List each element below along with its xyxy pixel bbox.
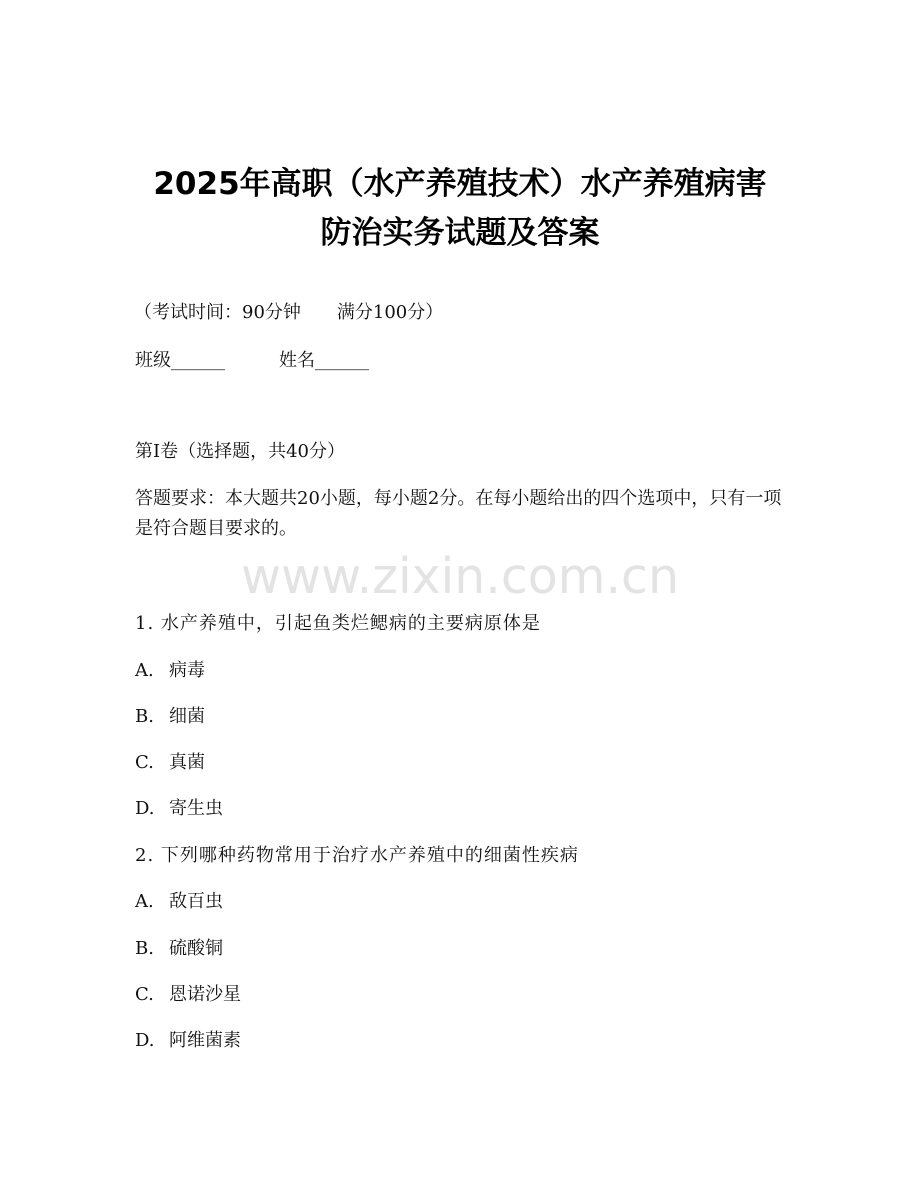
watermark: www.zixin.com.cn <box>240 548 680 605</box>
document-title-line-2: 防治实务试题及答案 <box>320 215 600 251</box>
question-1-option-c <box>135 752 205 774</box>
question-2-option-b <box>135 938 223 960</box>
option-label: B. <box>135 706 154 727</box>
question-2-option-a <box>135 891 223 913</box>
question-1-option-a <box>135 660 205 682</box>
question-2-option-d <box>135 1030 241 1052</box>
option-label: C. <box>135 752 154 773</box>
option-text: 敌百虫 <box>169 891 223 912</box>
exam-full-score: 满分100分） <box>336 302 444 323</box>
option-label: C. <box>135 984 154 1005</box>
question-2-stem: 2. 下列哪种药物常用于治疗水产养殖中的细菌性疾病 <box>135 845 579 866</box>
section-instruction: 答题要求：本大题共20小题，每小题2分。在每小题给出的四个选项中，只有一项是符合题目要求的。 <box>135 488 782 539</box>
class-field: 班级______ <box>135 350 225 371</box>
exam-time: （考试时间：90分钟 <box>134 302 301 323</box>
option-text: 细菌 <box>169 706 205 727</box>
option-label: D. <box>135 798 155 819</box>
student-info <box>135 350 369 372</box>
option-text: 硫酸铜 <box>169 938 223 959</box>
option-label: A. <box>135 660 154 681</box>
name-field: 姓名______ <box>279 350 369 371</box>
question-1-option-b <box>135 706 205 728</box>
question-1-option-d <box>135 798 223 820</box>
document-title-line-1: 2025年高职（水产养殖技术）水产养殖病害 <box>153 166 767 202</box>
option-text: 真菌 <box>169 752 205 773</box>
option-text: 病毒 <box>169 660 205 681</box>
option-label: B. <box>135 938 154 959</box>
question-1-stem: 1. 水产养殖中，引起鱼类烂鳃病的主要病原体是 <box>135 613 541 634</box>
option-label: A. <box>135 891 154 912</box>
option-text: 阿维菌素 <box>169 1030 241 1051</box>
question-2-option-c <box>135 984 241 1006</box>
option-label: D. <box>135 1030 155 1051</box>
section-heading: 第I卷（选择题，共40分） <box>135 441 346 462</box>
option-text: 寄生虫 <box>169 798 223 819</box>
exam-info <box>134 302 443 324</box>
option-text: 恩诺沙星 <box>169 984 241 1005</box>
